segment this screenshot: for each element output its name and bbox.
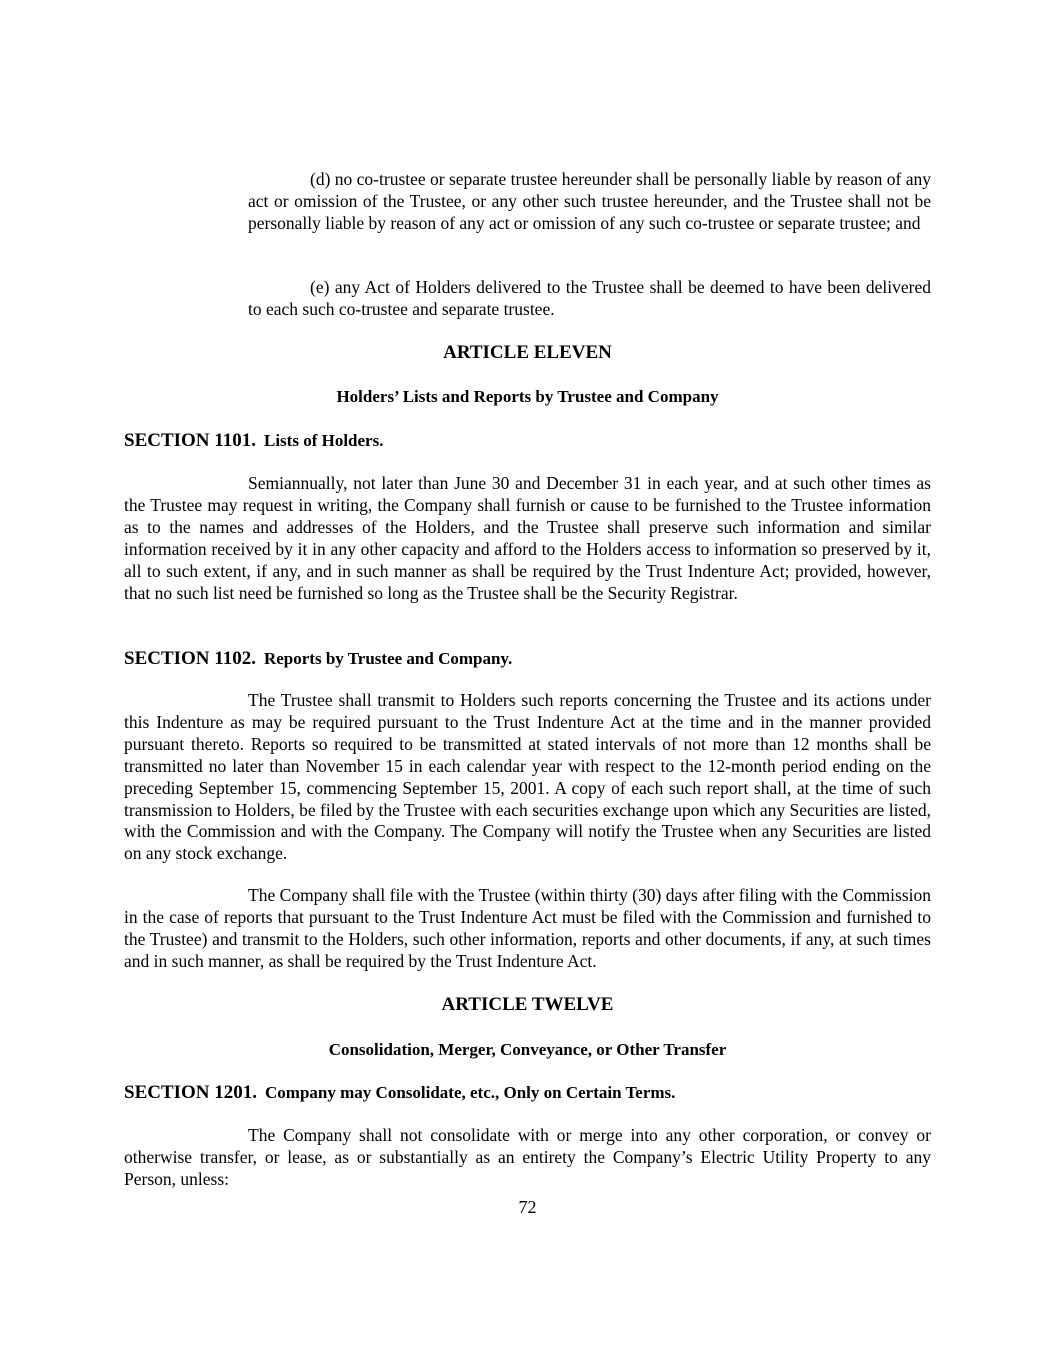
article-eleven-title: ARTICLE ELEVEN — [443, 342, 612, 363]
section-1201-title: Company may Consolidate, etc., Only on Certain Terms. — [265, 1083, 676, 1102]
section-1101-title: Lists of Holders. — [263, 431, 384, 450]
section-1102-number: SECTION 1102. — [124, 648, 256, 669]
section-1101-body: Semiannually, not later than June 30 and December 31 in each year, and at such other times as the Trustee may request in writing, the Company shall furnish or cause to be furnished to the Trustee information as to the names and addresses of the Holders, and the Trustee shall preserve such information and similar information received by it in any other capacity and afford to the Holders access to information so preserved by it, all to such extent, if any, and in such manner as shall be required by the Trust Indenture Act; provided, however, that no such list need be furnished so long as the Trustee shall be the Security Registrar. — [124, 473, 931, 603]
section-1102-title: Reports by Trustee and Company. — [263, 649, 513, 668]
section-1101-number: SECTION 1101. — [124, 430, 256, 451]
article-twelve-title: ARTICLE TWELVE — [441, 994, 614, 1015]
section-1201-number: SECTION 1201. — [124, 1082, 258, 1103]
page-number: 72 — [518, 1197, 537, 1217]
paragraph-item-e: (e) any Act of Holders delivered to the Trustee shall be deemed to have been delivered to each such co-trustee and separate trustee. — [248, 277, 931, 319]
section-1102-heading — [124, 647, 512, 672]
section-1201-body: The Company shall not consolidate with or merge into any other corporation, or convey or otherwise transfer, or lease, as or substantially as an entirety the Company’s Electric Utility Property to any Person, unless: — [124, 1125, 931, 1189]
article-twelve-subtitle: Consolidation, Merger, Conveyance, or Other Transfer — [328, 1040, 727, 1059]
section-1102-body-1: The Trustee shall transmit to Holders such reports concerning the Trustee and its actions under this Indenture as may be required pursuant to the Trust Indenture Act at the time and in the manner provided pursuant thereto. Reports so required to be transmitted at stated intervals of not more than 12 months shall be transmitted no later than November 15 in each calendar year with respect to the 12-month period ending on the preceding September 15, commencing September 15, 2001. A copy of each such report shall, at the time of such transmission to Holders, be filed by the Trustee with each securities exchange upon which any Securities are listed, with the Commission and with the Company. The Company will notify the Trustee when any Securities are listed on any stock exchange. — [124, 690, 931, 864]
paragraph-item-d: (d) no co-trustee or separate trustee hereunder shall be personally liable by reason of any act or omission of the Trustee, or any other such trustee hereunder, and the Trustee shall not be personally liable by reason of any act or omission of any such co-trustee or separate trustee; and — [248, 169, 932, 233]
article-eleven-subtitle: Holders’ Lists and Reports by Trustee and Company — [336, 387, 719, 406]
section-1101-heading — [124, 429, 383, 454]
section-1201-heading — [124, 1081, 675, 1106]
section-1102-body-2: The Company shall file with the Trustee (within thirty (30) days after filing with the Commission in the case of reports that pursuant to the Trust Indenture Act must be filed with the Commission and furnished to the Trustee) and transmit to the Holders, such other information, reports and other documents, if any, at such times and in such manner, as shall be required by the Trust Indenture Act. — [124, 885, 931, 971]
